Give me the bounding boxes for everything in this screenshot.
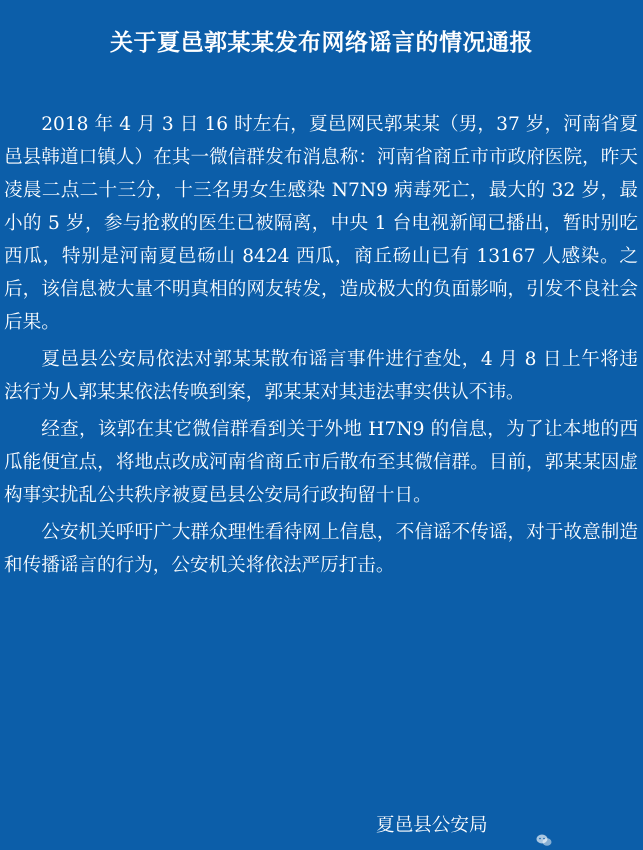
paragraph-investigation: 夏邑县公安局依法对郭某某散布谣言事件进行查处，4 月 8 日上午将违法行为人郭某某依法传唤到案，郭某某对其违法事实供认不讳。 (4, 349, 638, 403)
issuer-signature: 夏邑县公安局 (376, 815, 488, 836)
paragraph-findings: 经查，该郭在其它微信群看到关于外地 H7N9 的信息，为了让本地的西瓜能便宜点，将地点改成河南省商丘市后散布至其微信群。目前，郭某某因虚构事实扰乱公共秩序被夏邑县公安局行政拘留十日。 (4, 419, 638, 506)
notice-body (4, 108, 638, 586)
paragraph-appeal: 公安机关呼吁广大群众理性看待网上信息，不信谣不传谣，对于故意制造和传播谣言的行为，公安机关将依法严厉打击。 (4, 522, 638, 576)
watermark (536, 834, 552, 847)
wechat-icon (536, 834, 552, 847)
notice-title: 关于夏邑郭某某发布网络谣言的情况通报 (110, 30, 533, 56)
paragraph-incident: 2018 年 4 月 3 日 16 时左右，夏邑网民郭某某（男，37 岁，河南省夏邑县韩道口镇人）在其一微信群发布消息称：河南省商丘市市政府医院，昨天凌晨二点二十三分，十三名男女生感染 N7N9 病毒死亡，最大的 32 岁，最小的 5 岁，参与抢救的医生已被隔离，中央 1 台电视新闻已播出，暂时别吃西瓜，特别是河南夏邑砀山 8424 西瓜，商丘砀山已有 13167 人感染。之后，该信息被大量不明真相的网友转发，造成极大的负面影响，引发不良社会后果。 (4, 114, 638, 333)
